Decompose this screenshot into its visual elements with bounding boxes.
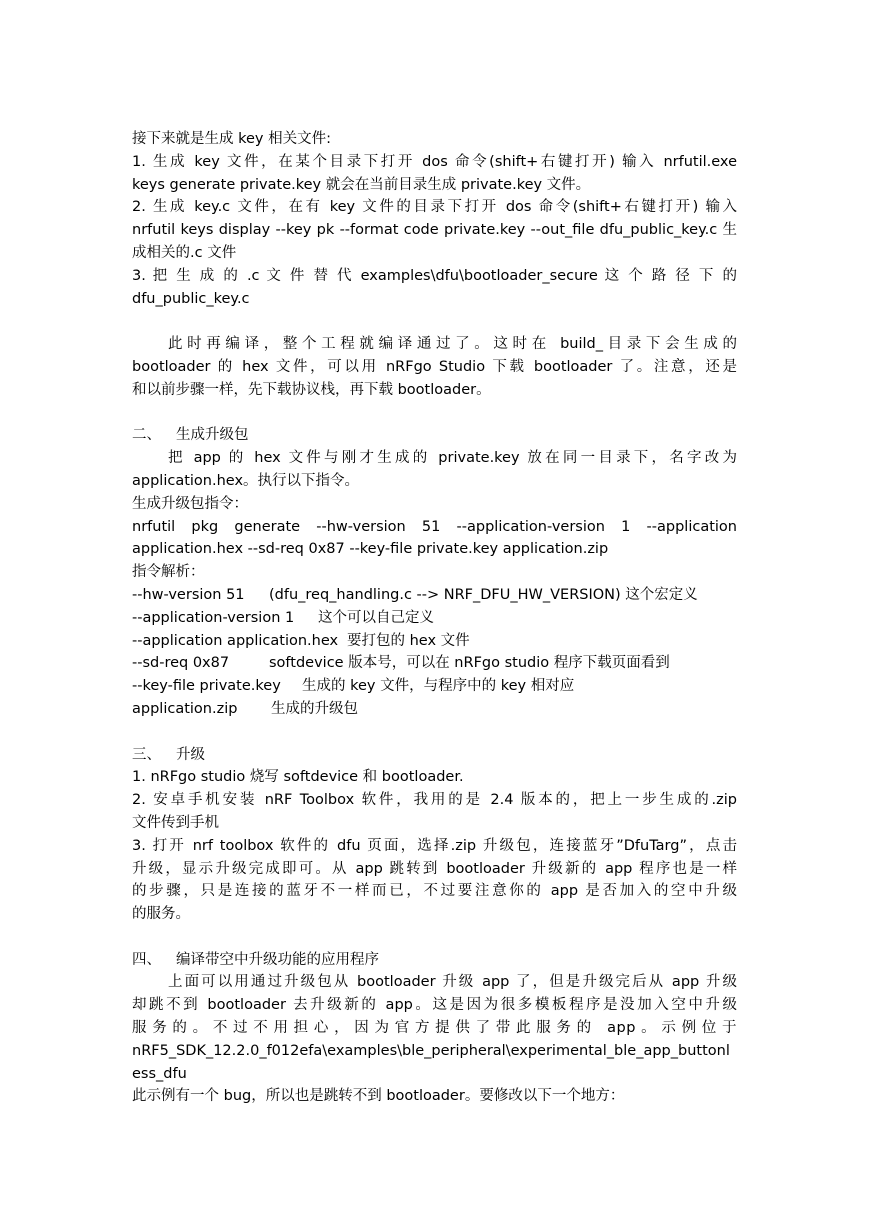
section3-number: 三、 — [132, 746, 161, 763]
compile-para-line3: 和以前步骤一样，先下载协议栈，再下载 bootloader。 — [132, 381, 491, 398]
compile-para-line2: bootloader 的 hex 文件，可以用 nRFgo Studio 下载 bootloader 了。注意，还是 — [132, 358, 737, 375]
arg-row — [132, 607, 737, 630]
arg-desc: 生成的 key 文件，与程序中的 key 相对应 — [302, 678, 575, 695]
section4-line2: 却跳不到 bootloader 去升级新的 app。这是因为很多模板程序是没加入空中升级 — [132, 997, 737, 1014]
section4-line4: nRF5_SDK_12.2.0_f012efa\examples\ble_peripheral\experimental_ble_app_buttonl — [132, 1042, 730, 1059]
arg-desc: 生成的升级包 — [271, 700, 358, 717]
arg-key: --application-version 1 — [132, 609, 295, 626]
arg-row — [132, 698, 737, 721]
explain-label: 指令解析： — [132, 564, 205, 581]
section3-item3-line1: 3. 打开 nrf toolbox 软件的 dfu 页面，选择.zip 升级包，连接蓝牙”DfuTarg”，点击 — [132, 837, 737, 854]
step1-line2: keys generate private.key 就会在当前目录生成 private.key 文件。 — [132, 176, 591, 193]
section4-line1: 上面可以用通过升级包从 bootloader 升级 app 了，但是升级完后从 app 升级 — [168, 974, 737, 991]
arg-row — [132, 584, 737, 607]
cmd-line1: nrfutil pkg generate --hw-version 51 --application-version 1 --application — [132, 518, 737, 535]
section3-item1: 1. nRFgo studio 烧写 softdevice 和 bootloader. — [132, 769, 464, 786]
section4-line5: ess_dfu — [132, 1065, 187, 1082]
arg-key: --key-file private.key — [132, 678, 281, 695]
arg-desc: 要打包的 hex 文件 — [347, 632, 470, 649]
compile-para-line1: 此时再编译，整个工程就编译通过了。这时在 build_目录下会生成的 — [168, 336, 737, 353]
section4-line3: 服务的。不过不用担心，因为官方提供了带此服务的 app。示例位于 — [132, 1020, 737, 1037]
section4-heading — [132, 949, 737, 972]
section2-heading — [132, 424, 737, 447]
step2-line1: 2. 生成 key.c 文件，在有 key 文件的目录下打开 dos 命令(shift+右键打开) 输入 — [132, 199, 737, 216]
section3-item3-line4: 的服务。 — [132, 906, 190, 923]
section2-para-line1: 把 app 的 hex 文件与刚才生成的 private.key 放在同一目录下，名字改为 — [168, 450, 737, 467]
section3-item3-line2: 升级，显示升级完成即可。从 app 跳转到 bootloader 升级新的 app 程序也是一样 — [132, 860, 737, 877]
document-body — [132, 128, 737, 1108]
arg-key: --application application.hex — [132, 632, 339, 649]
arg-desc: 这个可以自己定义 — [318, 609, 434, 626]
arg-row — [132, 652, 737, 675]
section2-number: 二、 — [132, 427, 161, 444]
section3-item3-line3: 的步骤，只是连接的蓝牙不一样而已，不过要注意你的 app 是否加入的空中升级 — [132, 883, 737, 900]
spacer — [132, 926, 737, 949]
section2-title: 生成升级包 — [176, 427, 249, 444]
section2-para-line2: application.hex。执行以下指令。 — [132, 472, 360, 489]
spacer — [132, 310, 737, 333]
step3-line1: 3. 把 生 成 的 .c 文 件 替 代 examples\dfu\bootloader_secure 这 个 路 径 下 的 — [132, 267, 737, 284]
section3-item2-line2: 文件传到手机 — [132, 814, 219, 831]
section3-heading — [132, 744, 737, 767]
step2-line2: nrfutil keys display --key pk --format code private.key --out_file dfu_public_key.c 生 — [132, 222, 737, 239]
arg-key: --sd-req 0x87 — [132, 655, 230, 672]
section3-title: 升级 — [176, 746, 205, 763]
arg-key: application.zip — [132, 700, 238, 717]
arg-desc: softdevice 版本号，可以在 nRFgo studio 程序下载页面看到 — [269, 655, 670, 672]
arg-key: --hw-version 51 — [132, 586, 245, 603]
section4-number: 四、 — [132, 951, 161, 968]
arg-desc: (dfu_req_handling.c --> NRF_DFU_HW_VERSION) 这个宏定义 — [269, 586, 698, 603]
step3-line2: dfu_public_key.c — [132, 290, 250, 307]
arg-row — [132, 630, 737, 653]
cmd-line2: application.hex --sd-req 0x87 --key-file private.key application.zip — [132, 541, 609, 558]
section4-title: 编译带空中升级功能的应用程序 — [176, 951, 379, 968]
section4-line6: 此示例有一个 bug，所以也是跳转不到 bootloader。要修改以下一个地方： — [132, 1088, 625, 1105]
section3-item2-line1: 2. 安卓手机安装 nRF Toolbox 软件，我用的是 2.4 版本的，把上一步生成的.zip — [132, 792, 737, 809]
arg-row — [132, 675, 737, 698]
step1-line1: 1. 生成 key 文件，在某个目录下打开 dos 命令(shift+右键打开) 输入 nrfutil.exe — [132, 153, 737, 170]
spacer — [132, 721, 737, 744]
spacer — [132, 402, 737, 425]
step2-line3: 成相关的.c 文件 — [132, 244, 237, 261]
intro-line: 接下来就是生成 key 相关文件: — [132, 131, 331, 147]
cmd-label: 生成升级包指令： — [132, 495, 248, 512]
